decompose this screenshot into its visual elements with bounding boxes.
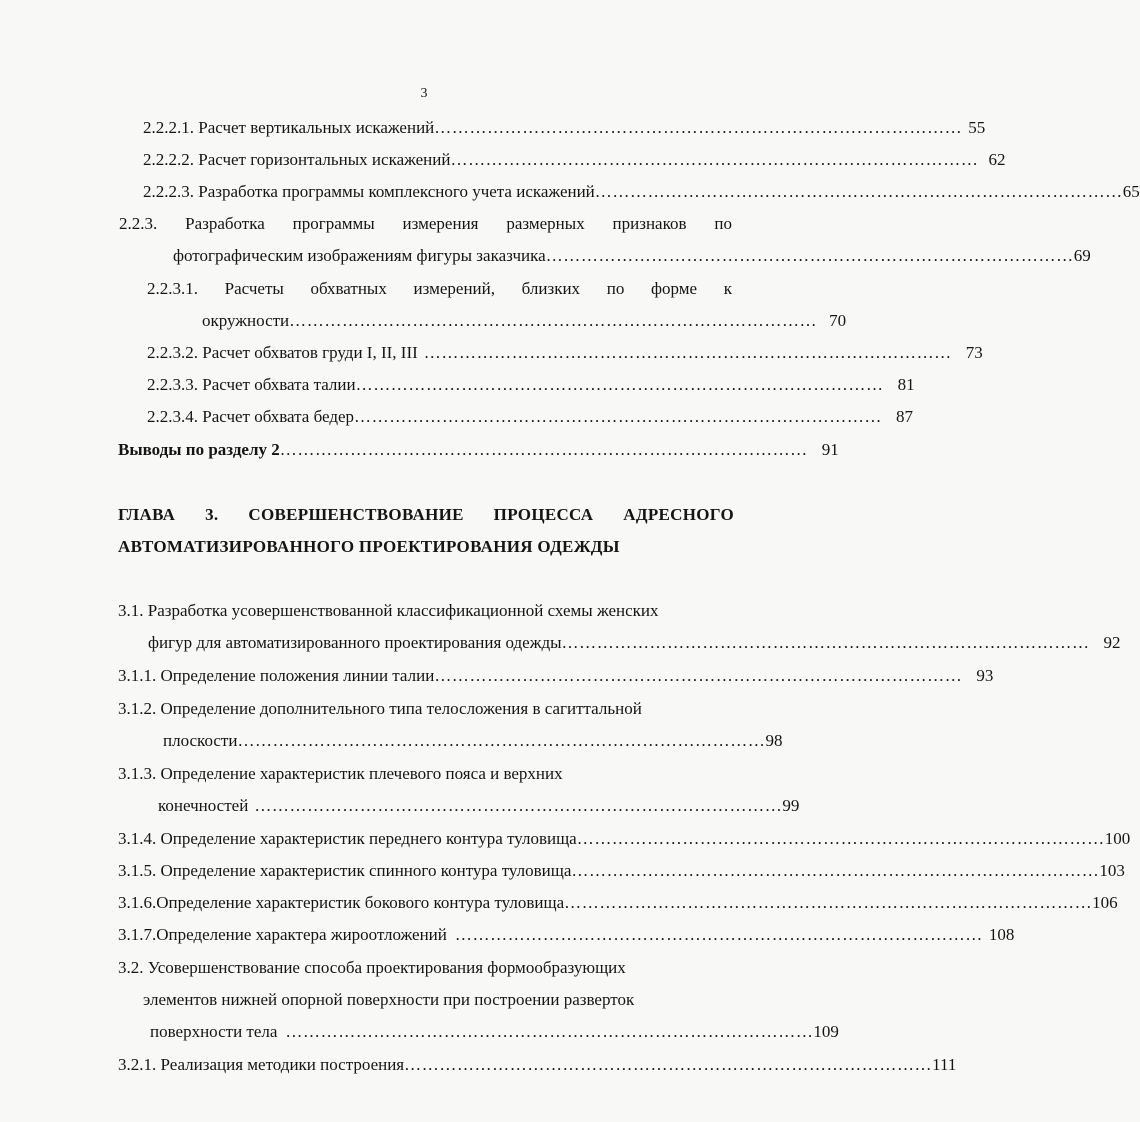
chapter-heading-line1: ГЛАВА 3. СОВЕРШЕНСТВОВАНИЕ ПРОЦЕССА АДРЕСНОГО [118, 505, 734, 524]
toc-entry-title: 3.1.6.Определение характеристик бокового контура туловища [118, 893, 565, 912]
toc-leader: ……………………………………………………………………………… [354, 407, 883, 426]
toc-entry-title: 2.2.3.2. Расчет обхватов груди I, II, III [147, 343, 418, 362]
toc-entry-title: 2.2.2.1. Расчет вертикальных искажений [143, 118, 435, 137]
toc-entry-page: 103 [1099, 861, 1125, 880]
toc-entry-page: 87 [896, 407, 914, 426]
toc-entry [118, 440, 839, 460]
toc-leader: ……………………………………………………………………………… [434, 118, 963, 137]
toc-entry-title-line1: 3.1. Разработка усовершенствованной классификационной схемы женских [118, 601, 659, 620]
toc-entry-title: 3.1.1. Определение положения линии талии [118, 666, 435, 685]
toc-entry-page: 62 [988, 150, 1006, 169]
toc-entry-page: 69 [1073, 246, 1091, 265]
toc-leader: ……………………………………………………………………………… [561, 633, 1090, 652]
toc-entry-page: 99 [782, 796, 800, 815]
toc-leader: ……………………………………………………………………………… [289, 311, 818, 330]
toc-entry-page: 92 [1103, 633, 1121, 652]
toc-entry [118, 893, 1118, 913]
toc-entry-page: 93 [976, 666, 994, 685]
toc-entry [143, 150, 1006, 170]
toc-entry [147, 407, 914, 427]
toc-entry [202, 311, 847, 331]
toc-leader: ……………………………………………………………………………… [450, 150, 979, 169]
toc-entry [163, 731, 783, 751]
toc-entry-title: 3.1.4. Определение характеристик переднего контура туловища [118, 829, 577, 848]
toc-entry [148, 633, 1121, 653]
toc-entry-title-line1: 2.2.3. Разработка программы измерения размерных признаков по [119, 214, 732, 233]
toc-leader: ……………………………………………………………………………… [279, 440, 808, 459]
chapter-heading-line2: АВТОМАТИЗИРОВАННОГО ПРОЕКТИРОВАНИЯ ОДЕЖДЫ [118, 537, 620, 556]
toc-leader: ……………………………………………………………………………… [254, 796, 783, 815]
toc-entry-title-line2: окружности [202, 311, 290, 330]
toc-entry-page: 111 [932, 1055, 957, 1074]
toc-entry-page: 73 [965, 343, 983, 362]
toc-entry-title: Выводы по разделу 2 [118, 440, 280, 459]
toc-entry [147, 375, 915, 395]
toc-entry-title-line1: 2.2.3.1. Расчеты обхватных измерений, близких по форме к [147, 279, 732, 298]
toc-leader: ……………………………………………………………………………… [423, 343, 952, 362]
toc-entry-page: 98 [765, 731, 783, 750]
toc-entry-title: 2.2.3.4. Расчет обхвата бедер [147, 407, 355, 426]
toc-entry-title-line1: 3.1.3. Определение характеристик плечевого пояса и верхних [118, 764, 563, 783]
toc-entry-title: 2.2.2.2. Расчет горизонтальных искажений [143, 150, 451, 169]
toc-entry-title-line2: конечностей [158, 796, 249, 815]
toc-entry-page: 108 [988, 925, 1015, 944]
toc-entry [118, 925, 1015, 945]
toc-entry-title: 3.1.5. Определение характеристик спинного контура туловища [118, 861, 572, 880]
toc-entry-title-line2: фигур для автоматизированного проектирования одежды [148, 633, 562, 652]
toc-entry [118, 1055, 957, 1075]
toc-entry [147, 343, 983, 363]
toc-entry-title-line1: 3.1.2. Определение дополнительного типа телосложения в сагиттальной [118, 699, 642, 718]
toc-entry [143, 118, 986, 138]
page-number: 3 [420, 86, 428, 101]
toc-leader: ……………………………………………………………………………… [404, 1055, 933, 1074]
toc-leader: ……………………………………………………………………………… [285, 1022, 814, 1041]
toc-entry-page: 55 [968, 118, 986, 137]
toc-entry-page: 109 [813, 1022, 839, 1041]
toc-leader: ……………………………………………………………………………… [355, 375, 884, 394]
toc-entry [173, 246, 1091, 266]
toc-entry-title-line1: 3.2. Усовершенствование способа проектирования формообразующих [118, 958, 626, 977]
toc-entry-title: 3.1.7.Определение характера жироотложений [118, 925, 447, 944]
toc-entry [143, 182, 1140, 202]
toc-entry-title-line2: плоскости [163, 731, 238, 750]
toc-leader: ……………………………………………………………………………… [434, 666, 963, 685]
toc-leader: ……………………………………………………………………………… [454, 925, 983, 944]
toc-entry-title: 2.2.3.3. Расчет обхвата талии [147, 375, 356, 394]
toc-entry-title: 3.2.1. Реализация методики построения [118, 1055, 405, 1074]
toc-leader: ……………………………………………………………………………… [564, 893, 1093, 912]
toc-entry-page: 70 [829, 311, 847, 330]
toc-entry [118, 861, 1125, 881]
toc-entry-page: 65 [1122, 182, 1140, 201]
toc-entry-page: 81 [897, 375, 915, 394]
toc-entry [118, 829, 1131, 849]
toc-entry-page: 91 [821, 440, 839, 459]
toc-entry-title: 2.2.2.3. Разработка программы комплексного учета искажений [143, 182, 595, 201]
toc-leader: ……………………………………………………………………………… [237, 731, 766, 750]
toc-entry [118, 666, 994, 686]
toc-leader: ……………………………………………………………………………… [545, 246, 1074, 265]
toc-entry [150, 1022, 839, 1042]
toc-entry-page: 106 [1092, 893, 1118, 912]
toc-entry-title-line2: элементов нижней опорной поверхности при построении разверток [143, 990, 635, 1009]
toc-entry-title-line2: фотографическим изображениям фигуры заказчика [173, 246, 546, 265]
toc-leader: ……………………………………………………………………………… [594, 182, 1123, 201]
toc-entry-title-line3: поверхности тела [150, 1022, 278, 1041]
toc-entry-page: 100 [1104, 829, 1131, 848]
toc-leader: ……………………………………………………………………………… [576, 829, 1105, 848]
toc-entry [158, 796, 800, 816]
toc-leader: ……………………………………………………………………………… [571, 861, 1100, 880]
